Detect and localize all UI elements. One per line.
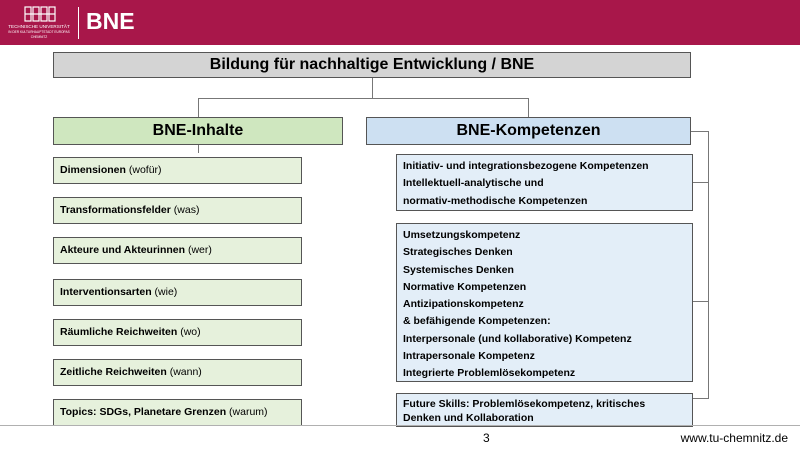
inhalte-item-label: Akteure und Akteurinnen: [60, 244, 186, 256]
kompetenz-line: normativ-methodische Kompetenzen: [403, 194, 588, 207]
kompetenz-line: Strategisches Denken: [403, 246, 513, 259]
connector-inhalte-spine: [198, 145, 199, 153]
inhalte-item-label: Zeitliche Reichweiten: [60, 366, 167, 378]
kompetenz-line: Umsetzungskompetenz: [403, 229, 521, 241]
inhalte-item-label: Transformationsfelder: [60, 204, 171, 216]
kompetenz-line: Intellektuell-analytische und: [403, 177, 544, 190]
kompetenz-line: Initiativ- und integrationsbezogene Kompetenzen: [403, 160, 649, 172]
inhalte-item-raeumliche-reichweiten: [53, 319, 302, 346]
inhalte-item-zeitliche-reichweiten: [53, 359, 302, 386]
inhalte-item-transformationsfelder: [53, 197, 302, 224]
bne-kompetenzen-heading: BNE-Kompetenzen: [366, 117, 691, 145]
inhalte-item-qualifier: (wofür): [128, 164, 162, 176]
footer-url[interactable]: www.tu-chemnitz.de: [680, 431, 788, 445]
header-divider: [78, 7, 79, 39]
kompetenz-line: Interpersonale (und kollaborative) Kompetenz: [403, 332, 632, 345]
kompetenz-line: & befähigende Kompetenzen:: [403, 315, 551, 328]
bne-inhalte-heading: BNE-Inhalte: [53, 117, 343, 145]
connector-komp-box1: [693, 182, 708, 183]
inhalte-item-qualifier: (warum): [229, 406, 268, 418]
connector-komp-box2: [693, 301, 708, 302]
slide-title: BNE: [86, 8, 135, 34]
connector-horizontal: [198, 98, 529, 99]
kompetenz-line: Denken und Kollaboration: [403, 412, 534, 424]
kompetenz-line: Normative Kompetenzen: [403, 280, 527, 293]
connector-right-down: [528, 98, 529, 117]
connector-komp-bracket-vertical: [708, 131, 709, 399]
footer-divider: [0, 425, 800, 426]
connector-main-down: [372, 78, 373, 98]
connector-left-down: [198, 98, 199, 117]
inhalte-item-label: Dimensionen: [60, 164, 126, 176]
inhalte-item-interventionsarten: [53, 279, 302, 306]
kompetenz-line: Future Skills: Problemlösekompetenz, kritisches: [403, 398, 646, 410]
kompetenz-line: Intrapersonale Kompetenz: [403, 350, 535, 363]
inhalte-item-akteure: [53, 237, 302, 264]
inhalte-item-label: Topics: SDGs, Planetare Grenzen: [60, 406, 227, 418]
kompetenz-line: Systemisches Denken: [403, 263, 514, 276]
page-number: 3: [483, 431, 490, 445]
inhalte-item-qualifier: (was): [173, 204, 200, 216]
inhalte-item-qualifier: (wie): [154, 286, 178, 298]
logo-text-line3: CHEMNITZ: [30, 35, 48, 39]
inhalte-item-topics: [53, 399, 302, 426]
connector-komp-box3: [693, 398, 708, 399]
tu-logo[interactable]: [8, 5, 70, 41]
inhalte-item-qualifier: (wer): [187, 244, 212, 256]
inhalte-item-label: Interventionsarten: [60, 286, 152, 298]
connector-komp-bracket-top: [691, 131, 709, 132]
kompetenz-line: Integrierte Problemlösekompetenz: [403, 367, 576, 380]
main-title-box: Bildung für nachhaltige Entwicklung / BNE: [53, 52, 691, 78]
inhalte-item-qualifier: (wo): [180, 326, 201, 338]
kompetenz-line: Antizipationskompetenz: [403, 298, 524, 311]
tu-logo-icon: [24, 5, 56, 23]
inhalte-item-qualifier: (wann): [169, 366, 202, 378]
header-bar: [0, 0, 800, 45]
kompetenzen-box-initiativ: [396, 154, 693, 211]
logo-text-line2: IN DER KULTURHAUPTSTADT EUROPAS: [8, 30, 70, 34]
logo-text-line1: TECHNISCHE UNIVERSITÄT: [8, 24, 70, 29]
kompetenzen-box-umsetzung: [396, 223, 693, 382]
inhalte-item-dimensionen: [53, 157, 302, 184]
kompetenzen-box-future-skills: [396, 393, 693, 427]
inhalte-item-label: Räumliche Reichweiten: [60, 326, 178, 338]
